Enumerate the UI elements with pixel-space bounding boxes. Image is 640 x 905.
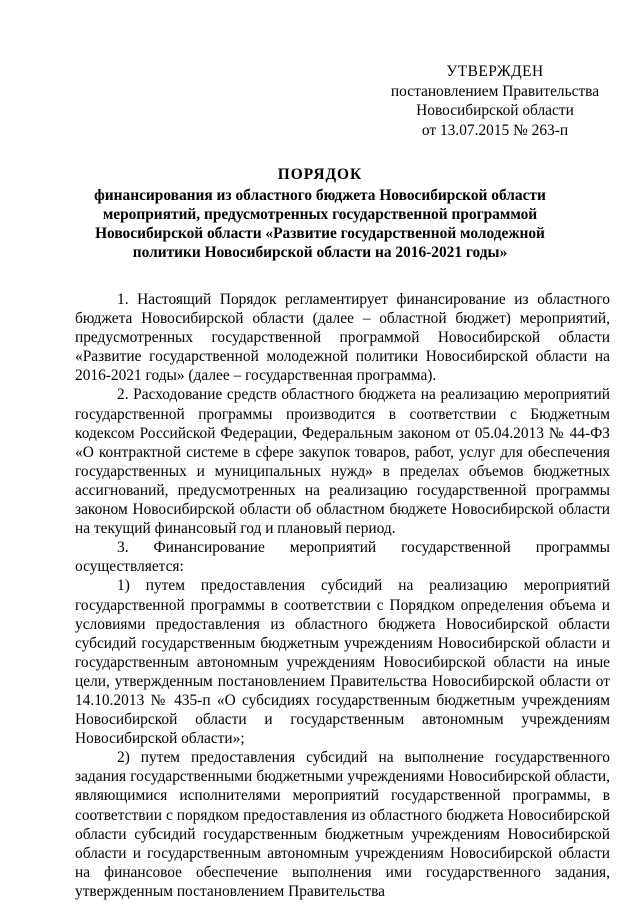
approval-title: УТВЕРЖДЕН	[446, 63, 544, 80]
document-title: ПОРЯДОК	[277, 166, 363, 183]
document-subtitle: финансирования из областного бюджета Новосибирской области мероприятий, предусмотренных государственной программой Новосибирской области «Развитие государственной молодежной политики Новосибирской области на 2016-2021 годы»	[94, 187, 546, 261]
approval-line: постановлением Правительства	[390, 82, 600, 100]
paragraph: 1) путем предоставления субсидий на реализацию мероприятий государственной программы в соответствии с Порядком определения объема и условиями предоставления из областного бюджета Новосибирской области субсидий государственным бюджетным учреждениям Новосибирской области и государственным автономным учреждениям Новосибирской области на иные цели, утвержденным постановлением Правительства Новосибирской области от 14.10.2013 № 435-п «О субсидиях государственным бюджетным учреждениям Новосибирской области и государственным автономным учреждениям Новосибирской области»;	[75, 577, 610, 748]
paragraph: 3. Финансирование мероприятий государственной программы осуществляется:	[75, 539, 610, 576]
approval-stamp	[380, 62, 610, 140]
paragraph: 2) путем предоставления субсидий на выполнение государственного задания государственными бюджетными учреждениями Новосибирской области, являющимися исполнителями мероприятий государственной программы, в соответствии с порядком предоставления из областного бюджета Новосибирской области субсидий государственным бюджетным учреждениям Новосибирской области и государственным автономным учреждениям Новосибирской области на финансовое обеспечение выполнения ими государственного задания, утвержденным постановлением Правительства	[75, 749, 610, 900]
approval-date: от 13.07.2015 № 263-п	[421, 121, 569, 139]
paragraph: 1. Настоящий Порядок регламентирует финансирование из областного бюджета Новосибирской области (далее – областной бюджет) мероприятий, предусмотренных государственной программой Новосибирской области «Развитие государственной молодежной политики Новосибирской области на 2016-2021 годы» (далее – государственная программа).	[75, 291, 610, 385]
document-body	[75, 290, 610, 901]
paragraph: 2. Расходование средств областного бюджета на реализацию мероприятий государственной программы производится в соответствии с Бюджетным кодексом Российской Федерации, Федеральным законом от 05.04.2013 № 44-ФЗ «О контрактной системе в сфере закупок товаров, работ, услуг для обеспечения государственных и муниципальных нужд» в пределах объемов бюджетных ассигнований, предусмотренных на реализацию государственной программы законом Новосибирской области об областном бюджете Новосибирской области на текущий финансовый год и плановый период.	[75, 386, 610, 538]
approval-line: Новосибирской области	[416, 102, 574, 119]
document-heading	[60, 165, 580, 262]
